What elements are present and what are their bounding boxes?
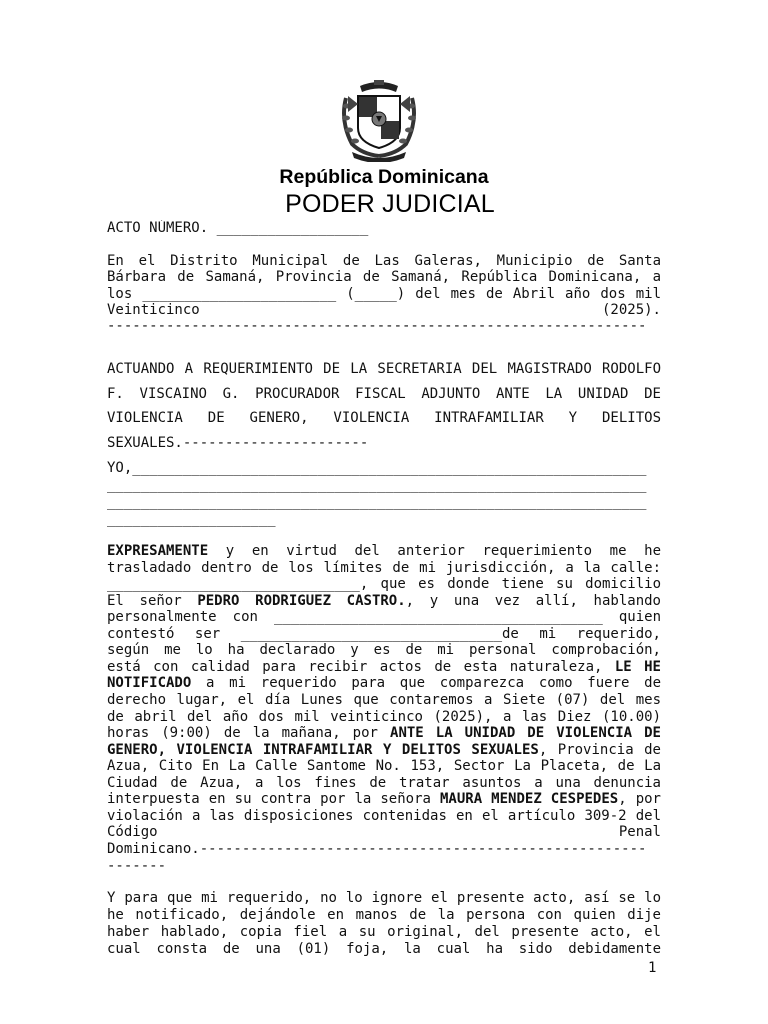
body-line [107,858,661,874]
text-run: contestó ser _______________________________de mi requerido, [107,625,661,642]
text-run: trasladado dentro de los límites de mi jurisdicción, a la calle: [107,559,661,576]
body-line [107,824,661,840]
text-run: de abril del año dos mil veinticinco (2025), a las Diez (10.00) [107,708,661,725]
body-line [107,543,661,559]
body-line [107,593,661,609]
institution-title: PODER JUDICIAL [285,190,495,218]
acto-numero-line: ACTO NÚMERO. __________________ [107,220,369,236]
body-line [107,775,661,791]
body-line [107,659,661,675]
yo-blank-line: ____________________ [107,511,276,527]
text-run: ------- [107,857,167,874]
text-run: horas (9:00) de la mañana, por [107,725,391,741]
closing-line: Y para que mi requerido, no lo ignore el presente acto, así se lo [107,890,661,906]
text-run: , por [618,791,661,808]
closing-line: haber hablado, copia fiel a su original, del presente acto, el [107,924,661,940]
text-run: Azua, Cito En La Calle Santome No. 153, Sector La Placeta, de La [107,758,661,775]
text-run: interpuesta en su contra por la señora [107,791,440,808]
body-line [107,709,661,725]
text-run: , Provincia de [538,741,661,758]
text-run: El señor [107,592,198,609]
actuando-line: ACTUANDO A REQUERIMIENTO DE LA SECRETARIA DEL MAGISTRADO RODOLFO [107,361,661,377]
text-run: personalmente con _______________________________________ quien [107,609,661,626]
body-line [107,692,661,708]
bold-run: GENERO, VIOLENCIA INTRAFAMILIAR Y DELITOS SEXUALES [107,741,539,758]
closing-line: cual consta de una (01) foja, la cual ha sido debidamente [107,941,661,957]
intro-line: Bárbara de Samaná, Provincia de Samaná, República Dominicana, a [107,269,661,285]
actuando-line: VIOLENCIA DE GENERO, VIOLENCIA INTRAFAMILIAR Y DELITOS [107,410,661,426]
text-run: Código Penal [107,824,661,841]
text-run: y en virtud del anterior requerimiento me he [208,543,661,559]
country-title: República Dominicana [279,166,489,188]
body-line [107,576,661,592]
bold-run: EXPRESAMENTE [107,543,209,559]
bold-run: LE HE [614,658,661,675]
actuando-line: SEXUALES.---------------------- [107,435,369,451]
body-line [107,560,661,576]
yo-blank-line: ________________________________________________________________ [107,477,647,493]
body-line [107,742,661,758]
text-run: ______________________________, que es donde tiene su domicilio [107,576,661,593]
body-line [107,609,661,625]
text-run: según me lo ha declarado y es de mi personal comprobación, [107,642,661,659]
bold-run: ANTE LA UNIDAD DE VIOLENCIA DE [390,725,661,741]
actuando-line: F. VISCAINO G. PROCURADOR FISCAL ADJUNTO ANTE LA UNIDAD DE [107,386,661,402]
body-line [107,758,661,774]
text-run: violación a las disposiciones contenidas en el artículo 309-2 del [107,807,661,824]
body-line [107,841,661,857]
closing-line: he notificado, dejándole en manos de la persona con quien dije [107,907,661,923]
text-run: Ciudad de Azua, a los fines de tratar asuntos a una denuncia [107,774,661,791]
bold-run: PEDRO RODRIGUEZ CASTRO. [197,592,406,609]
intro-line: En el Distrito Municipal de Las Galeras, Municipio de Santa [107,253,661,269]
text-run: Dominicano.----------------------------------------------------- [107,840,647,857]
page-number: 1 [648,960,657,976]
bold-run: MAURA MENDEZ CESPEDES [440,791,619,808]
body-line [107,626,661,642]
body-line [107,642,661,658]
text-run: derecho lugar, el día Lunes que contaremos a Siete (07) del mes [107,692,661,708]
body-line [107,791,661,807]
intro-dash-line: ---------------------------------------------------------------- [107,318,647,334]
body-line [107,675,661,691]
text-run: , y una vez allí, hablando [405,592,661,609]
intro-line: Veinticinco (2025). [107,302,661,318]
text-run: está con calidad para recibir actos de esta naturaleza, [107,658,615,675]
bold-run: NOTIFICADO [107,675,192,692]
yo-blank-line: ________________________________________________________________ [107,494,647,510]
text-run: a mi requerido para que comparezca como fuere de [191,675,661,692]
yo-line: YO,_____________________________________________________________ [107,460,647,476]
coat-of-arms-icon [338,76,420,162]
body-line [107,725,661,741]
intro-line: los _______________________ (_____) del mes de Abril año dos mil [107,286,661,302]
body-line [107,808,661,824]
